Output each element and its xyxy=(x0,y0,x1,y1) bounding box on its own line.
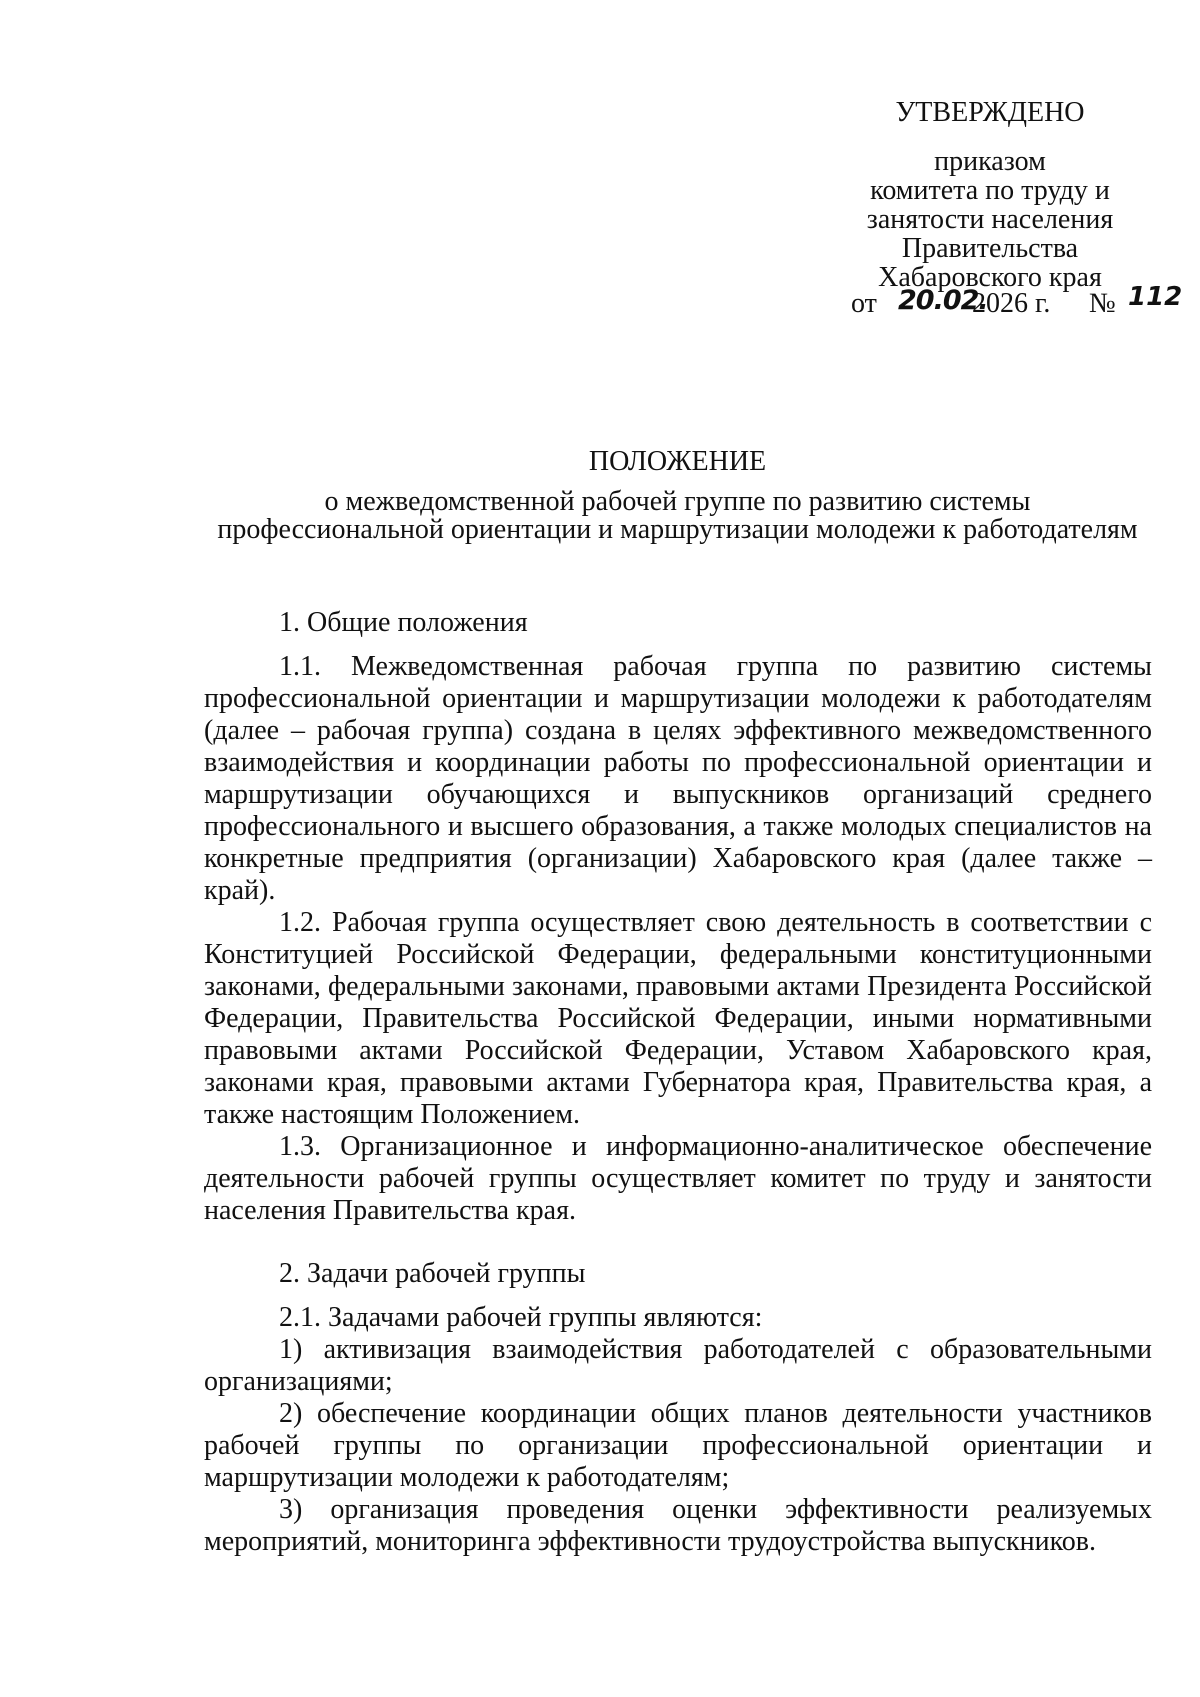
document-subtitle xyxy=(200,488,1155,544)
approval-heading: УТВЕРЖДЕНО xyxy=(895,97,1085,128)
handwritten-number: 112 xyxy=(1128,282,1183,312)
handwritten-date: 20.02. xyxy=(898,285,988,316)
number-label: № xyxy=(1089,288,1116,319)
paragraph: 1.2. Рабочая группа осуществляет свою деятельность в соответствии с Конституцией Российской Федерации, федеральными конституционными законами, федеральными законами, правовыми актами Президента Российской Федерации, Правительства Российской Федерации, иными нормативными правовыми актами Российской Федерации, Уставом Хабаровского края, законами края, правовыми актами Губернатора края, Правительства края, а также настоящим Положением. xyxy=(204,907,1152,1130)
subtitle-line: о межведомственной рабочей группе по развитию системы xyxy=(324,486,1031,517)
list-item: 1) активизация взаимодействия работодателей с образовательными организациями; xyxy=(204,1334,1152,1397)
approval-line: Правительства xyxy=(901,233,1079,264)
paragraph: 1.3. Организационное и информационно-аналитическое обеспечение деятельности рабочей группы осуществляет комитет по труду и занятости населения Правительства края. xyxy=(204,1131,1152,1226)
section-heading: 2. Задачи рабочей группы xyxy=(279,1258,586,1289)
order-year: 2026 г. xyxy=(972,288,1051,319)
document-body xyxy=(204,607,1152,1558)
paragraph: 1.1. Межведомственная рабочая группа по развитию системы профессиональной ориентации и маршрутизации молодежи к работодателям (далее – рабочая группа) создана в целях эффективного межведомственного взаимодействия и координации работы по профессиональной ориентации и маршрутизации обучающихся и выпускников организаций среднего профессионального и высшего образования, а также молодых специалистов на конкретные предприятия (организации) Хабаровского края (далее также – край). xyxy=(204,651,1152,906)
approval-line: приказом xyxy=(934,146,1046,177)
approval-block xyxy=(830,98,1150,292)
list-item: 3) организация проведения оценки эффективности реализуемых мероприятий, мониторинга эффективности трудоустройства выпускников. xyxy=(204,1494,1152,1557)
document-title: ПОЛОЖЕНИЕ xyxy=(588,446,767,477)
approval-line: занятости населения xyxy=(866,204,1114,235)
paragraph: 2.1. Задачами рабочей группы являются: xyxy=(279,1302,763,1333)
order-date-number xyxy=(851,282,1183,324)
approval-line: комитета по труду и xyxy=(870,175,1110,206)
subtitle-line: профессиональной ориентации и маршрутизации молодежи к работодателям xyxy=(217,514,1138,545)
section-heading: 1. Общие положения xyxy=(279,607,528,638)
approval-line: Хабаровского края xyxy=(878,262,1102,293)
from-label: от xyxy=(851,288,877,319)
list-item: 2) обеспечение координации общих планов деятельности участников рабочей группы по организации профессиональной ориентации и маршрутизации молодежи к работодателям; xyxy=(204,1398,1152,1493)
